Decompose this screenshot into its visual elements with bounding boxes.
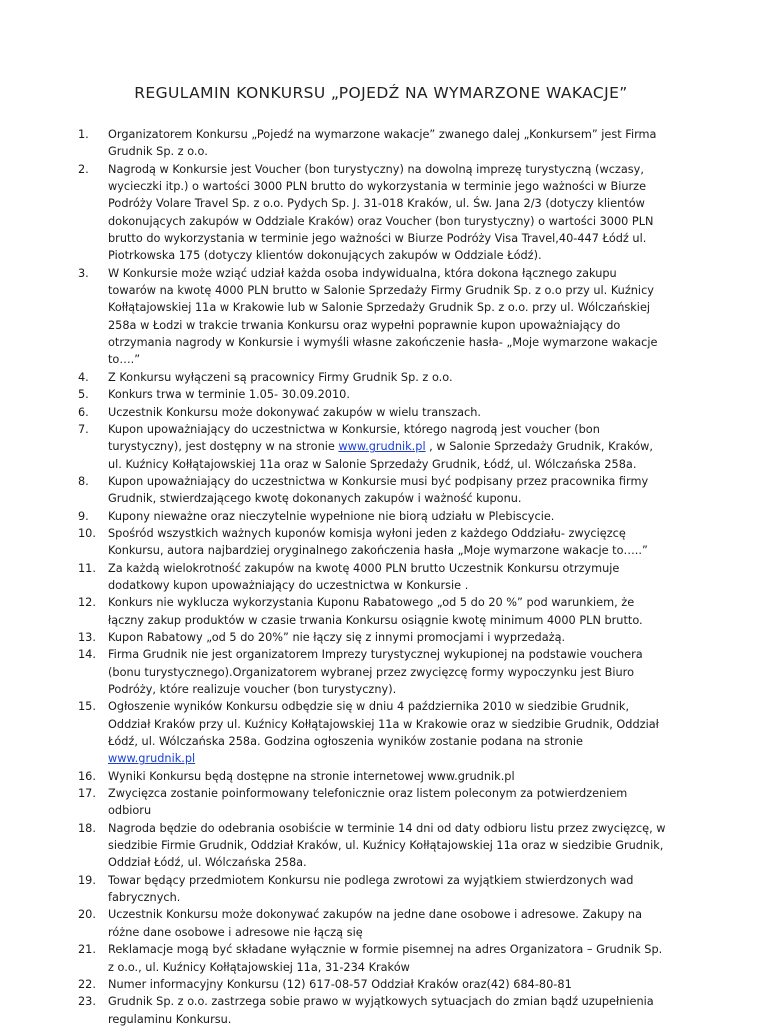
item-number: 18. [78, 821, 96, 835]
item-text: Kupon upoważniający do uczestnictwa w Konkursie musi być podpisany przez pracownika firmy Grudnik, stwierdzającego kwotę dokonanych zakupów i ważność kuponu. [108, 474, 649, 506]
item-text: Zwycięzca zostanie poinformowany telefonicznie oraz listem poleconym za potwierdzeniem odbioru [108, 787, 628, 818]
item-text: Uczestnik Konkursu może dokonywać zakupów w wielu transzach. [108, 405, 482, 419]
grudnik-website-link[interactable]: www.grudnik.pl [108, 752, 196, 766]
item-text: Kupony nieważne oraz nieczytelnie wypełnione nie biorą udziału w Plebiscycie. [108, 509, 555, 523]
list-item [74, 560, 668, 595]
item-number: 6. [78, 405, 89, 419]
list-item [74, 820, 668, 872]
item-text: Z Konkursu wyłączeni są pracownicy Firmy Grudnik Sp. z o.o. [108, 370, 453, 384]
list-item [74, 369, 668, 386]
item-text: W Konkursie może wziąć udział każda osoba indywidualna, która dokona łącznego zakupu towarów na kwotę 4000 PLN brutto w Salonie Sprzedaży Firmy Grudnik Sp. z o.o przy ul. Kuźnicy Kołłątajowskiej 11a w Krakowie lub w Salonie Sprzedaży Grudnik Sp. z o.o. przy ul. Wólczańskiej 258a w Łodzi w trakcie trwania Konkursu oraz wypełni poprawnie kupon upoważniający do otrzymania nagrody w Konkursie i wymyśli własne zakończenie hasła- „Moje wymarzone wakacje to….” [108, 266, 658, 367]
list-item [74, 941, 668, 976]
item-text: Ogłoszenie wyników Konkursu odbędzie się w dniu 4 października 2010 w siedzibie Grudnik, Oddział Kraków przy ul. Kuźnicy Kołłątajowskiej 11a w Krakowie oraz w siedzibie Grudnik, Oddział Łódź, ul. Wólczańska 258a. Godzina ogłoszenia wyników zostanie podana na stronie [108, 700, 659, 749]
list-item [74, 126, 668, 161]
item-number: 8. [78, 474, 89, 488]
item-number: 20. [78, 908, 96, 922]
list-item [74, 906, 668, 941]
item-text: , w Salonie Sprzedaży Grudnik, Kraków, ul. Kuźnicy Kołłątajowskiej 11a oraz w Salonie Sprzedaży Grudnik, Łódź, ul. Wólczańska 258a. [108, 440, 653, 471]
item-number: 22. [78, 977, 96, 991]
item-text: Towar będący przedmiotem Konkursu nie podlega zwrotowi za wyjątkiem stwierdzonych wad fabrycznych. [108, 873, 634, 905]
item-number: 17. [78, 787, 96, 801]
item-text: Firma Grudnik nie jest organizatorem Imprezy turystycznej wykupionej na podstawie vouchera (bonu turystycznego).Organizatorem wybranej przez zwycięzcę formy wypoczynku jest Biuro Podróży, które realizuje voucher (bon turystyczny). [108, 648, 643, 696]
item-text: Konkurs trwa w terminie 1.05- 30.09.2010. [108, 388, 350, 402]
item-number: 4. [78, 370, 89, 384]
item-text: Nagroda będzie do odebrania osobiście w terminie 14 dni od daty odbioru listu przez zwycięzcę, w siedzibie Firmie Grudnik, Oddział Kraków, ul. Kuźnicy Kołłątajowskiej 11a oraz w siedzibie Grudnik, Oddział Łódź, ul. Wólczańska 258a. [108, 821, 666, 870]
list-item [74, 646, 668, 698]
item-text: Kupon Rabatowy „od 5 do 20%” nie łączy się z innymi promocjami i wyprzedażą. [108, 630, 566, 644]
item-number: 14. [78, 648, 96, 662]
list-item [74, 161, 668, 265]
item-number: 5. [78, 388, 89, 402]
list-item [74, 768, 668, 785]
item-number: 7. [78, 422, 89, 436]
item-text: Organizatorem Konkursu „Pojedź na wymarzone wakacje” zwanego dalej „Konkursem” jest Firma Grudnik Sp. z o.o. [108, 128, 657, 159]
list-item [74, 993, 668, 1028]
list-item [74, 265, 668, 369]
item-text: Nagrodą w Konkursie jest Voucher (bon turystyczny) na dowolną imprezę turystyczną (wczasy, wycieczki itp.) o wartości 3000 PLN brutto do wykorzystania w terminie jego ważności w Biurze Podróży Volare Travel Sp. z o.o. Pydych Sp. J. 31-018 Kraków, ul. Św. Jana 2/3 (dotyczy klientów dokonujących zakupów w Oddziale Kraków) oraz Voucher (bon turystyczny) o wartości 3000 PLN brutto do wykorzystania w terminie jego ważności w Biurze Podróży Visa Travel,40-447 Łódź ul. Piotrkowska 175 (dotyczy klientów dokonujących zakupów w Oddziale Łódź). [108, 162, 654, 263]
list-item [74, 629, 668, 646]
item-text: Numer informacyjny Konkursu (12) 617-08-57 Oddział Kraków oraz(42) 684-80-81 [108, 977, 572, 991]
item-number: 23. [78, 995, 96, 1009]
item-text: Uczestnik Konkursu może dokonywać zakupów na jedne dane osobowe i adresowe. Zakupy na różne dane osobowe i adresowe nie łączą się [108, 908, 642, 939]
item-number: 12. [78, 596, 96, 610]
item-text: Konkurs nie wyklucza wykorzystania Kuponu Rabatowego „od 5 do 20 %” pod warunkiem, że łączny zakup produktów w czasie trwania Konkursu osiągnie kwotę minimum 4000 PLN brutto. [108, 596, 643, 627]
list-item [74, 404, 668, 421]
grudnik-website-link[interactable]: www.grudnik.pl [338, 440, 426, 454]
item-text: Reklamacje mogą być składane wyłącznie w formie pisemnej na adres Organizatora – Grudnik Sp. z o.o., ul. Kuźnicy Kołłątajowskiej 11a, 31-234 Kraków [108, 943, 663, 974]
list-item [74, 525, 668, 560]
item-number: 16. [78, 769, 96, 783]
item-number: 9. [78, 509, 89, 523]
item-text: Kupon upoważniający do uczestnictwa w Konkursie, którego nagrodą jest voucher (bon turystyczny), jest dostępny w na stronie [108, 422, 600, 454]
item-number: 2. [78, 162, 89, 176]
list-item [74, 976, 668, 993]
item-number: 19. [78, 873, 96, 887]
item-number: 11. [78, 561, 96, 575]
item-number: 3. [78, 266, 89, 280]
list-item [74, 421, 668, 473]
item-text: Grudnik Sp. z o.o. zastrzega sobie prawo w wyjątkowych sytuacjach do zmian bądź uzupełnienia regulaminu Konkursu. [108, 995, 654, 1026]
list-item [74, 594, 668, 629]
list-item [74, 473, 668, 508]
list-item [74, 872, 668, 907]
item-number: 13. [78, 630, 96, 644]
item-text: Za każdą wielokrotność zakupów na kwotę 4000 PLN brutto Uczestnik Konkursu otrzymuje dodatkowy kupon upoważniający do uczestnictwa w Konkursie . [108, 561, 620, 592]
item-text: Wyniki Konkursu będą dostępne na stronie internetowej www.grudnik.pl [108, 769, 515, 783]
list-item [74, 698, 668, 767]
list-item [74, 785, 668, 820]
item-text: Spośród wszystkich ważnych kuponów komisja wyłoni jeden z każdego Oddziału- zwycięzcę Konkursu, autora najbardziej oryginalnego zakończenia hasła „Moje wymarzone wakacje to…..” [108, 526, 648, 558]
item-number: 15. [78, 700, 96, 714]
item-number: 21. [78, 943, 96, 957]
item-number: 1. [78, 128, 89, 141]
rules-list [74, 126, 668, 1028]
list-item [74, 386, 668, 403]
list-item [74, 508, 668, 525]
item-number: 10. [78, 526, 96, 540]
document-title: REGULAMIN KONKURSU „POJEDŹ NA WYMARZONE WAKACJE” [134, 84, 628, 102]
